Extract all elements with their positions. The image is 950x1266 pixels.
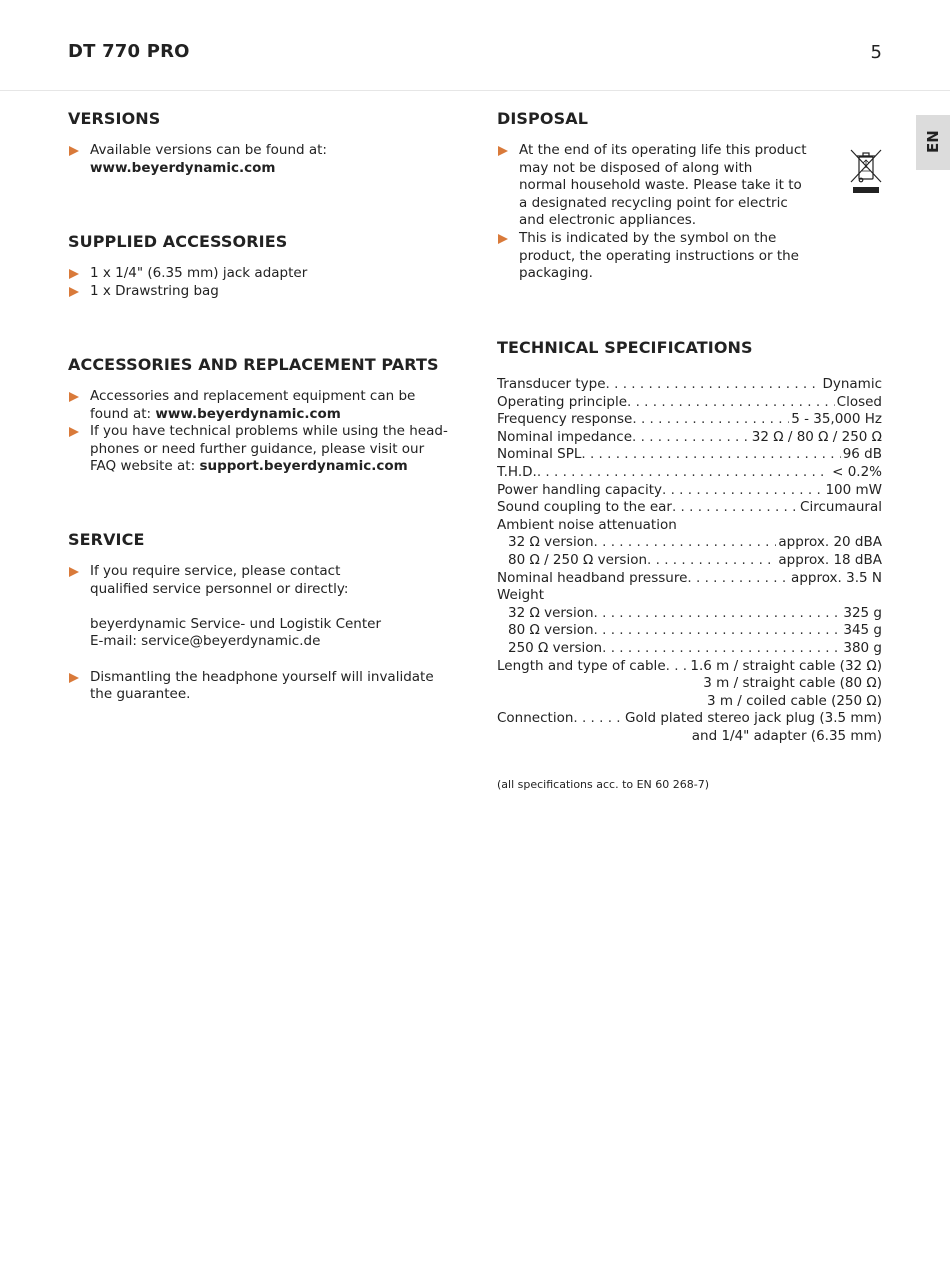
supplied-accessories-section [68, 228, 458, 300]
spec-row [497, 658, 882, 676]
disposal-text: a designated recycling point for electric [519, 194, 788, 211]
spec-row [497, 411, 882, 429]
spec-row [497, 429, 882, 447]
service-heading: SERVICE [68, 530, 145, 549]
page-number: 5 [870, 42, 882, 63]
weee-crossed-bin-icon [850, 149, 882, 197]
spec-value: 1.6 m / straight cable (32 Ω) [690, 657, 882, 674]
spec-row [497, 728, 882, 746]
spec-row [497, 464, 882, 482]
spec-value: 96 dB [842, 446, 882, 463]
language-tab-label: EN [924, 130, 942, 153]
service-section [68, 526, 458, 704]
technical-specifications-heading: TECHNICAL SPECIFICATIONS [497, 338, 753, 357]
disposal-text: product, the operating instructions or the [519, 247, 799, 264]
spec-value: 380 g [843, 639, 882, 656]
spec-value: < 0.2% [832, 463, 882, 480]
support-text: If you have technical problems while using the head- [90, 423, 448, 440]
spec-label: Nominal SPL [497, 446, 582, 463]
disposal-text: normal household waste. Please take it to [519, 177, 802, 194]
spec-value: 5 - 35,000 Hz [791, 411, 882, 428]
spec-label: Ambient noise attenuation [497, 516, 677, 533]
spec-label: 32 Ω version [508, 604, 594, 621]
spec-row [497, 640, 882, 658]
versions-text: Available versions can be found at: [90, 142, 327, 158]
spec-label: 80 Ω / 250 Ω version [508, 551, 648, 568]
spec-row [497, 376, 882, 394]
spec-value: 100 mW [825, 481, 882, 498]
spec-label: Power handling capacity [497, 481, 662, 498]
guarantee-text: Dismantling the headphone yourself will invalidate [90, 668, 434, 685]
spec-row [497, 394, 882, 412]
accessories-text: found at: [90, 405, 156, 422]
list-item [497, 142, 817, 230]
spec-label: 32 Ω version [508, 534, 594, 551]
spec-row [497, 587, 882, 605]
spec-value: approx. 18 dBA [778, 551, 882, 568]
spec-label: Nominal headband pressure [497, 569, 688, 586]
disposal-text: This is indicated by the symbol on the [519, 229, 777, 246]
spec-row [497, 675, 882, 693]
support-text: phones or need further guidance, please visit our [90, 440, 425, 457]
supplied-accessories-heading: SUPPLIED ACCESSORIES [68, 232, 288, 251]
list-item [68, 388, 458, 423]
triangle-bullet-icon [69, 427, 79, 437]
list-item [68, 283, 458, 301]
triangle-bullet-icon [69, 146, 79, 156]
spec-label: 80 Ω version [508, 622, 594, 639]
spec-label: Transducer type [497, 376, 606, 392]
spec-value: 32 Ω / 80 Ω / 250 Ω [751, 428, 882, 445]
document-title: DT 770 PRO [68, 41, 190, 62]
triangle-bullet-icon [69, 269, 79, 279]
spec-value: 3 m / straight cable (80 Ω) [703, 675, 882, 692]
list-item [68, 669, 458, 704]
spec-value: 325 g [843, 604, 882, 621]
triangle-bullet-icon [498, 234, 508, 244]
specs-footnote: (all specifications acc. to EN 60 268-7) [497, 778, 710, 792]
spec-value: approx. 3.5 N [791, 569, 882, 586]
service-email[interactable]: E-mail: service@beyerdynamic.de [90, 633, 321, 650]
list-item [68, 142, 458, 177]
triangle-bullet-icon [69, 392, 79, 402]
spec-label: Nominal impedance [497, 428, 633, 445]
spec-value: Circumaural [800, 499, 882, 516]
disposal-text: and electronic appliances. [519, 212, 697, 229]
accessories-replacement-heading: ACCESSORIES AND REPLACEMENT PARTS [68, 355, 439, 374]
spec-label: Weight [497, 587, 545, 604]
spec-value: Closed [836, 393, 882, 410]
list-item [497, 230, 817, 283]
triangle-bullet-icon [69, 673, 79, 683]
spec-label: 250 Ω version [508, 639, 603, 656]
spec-value: 345 g [843, 622, 882, 639]
list-item [68, 563, 458, 669]
support-link[interactable]: support.beyerdynamic.com [199, 458, 408, 475]
spec-row [497, 552, 882, 570]
triangle-bullet-icon [69, 567, 79, 577]
service-text: qualified service personnel or directly: [90, 580, 349, 597]
spec-row [497, 534, 882, 552]
disposal-text: At the end of its operating life this product [519, 142, 807, 158]
versions-link[interactable]: www.beyerdynamic.com [90, 159, 276, 176]
versions-section [68, 105, 458, 177]
spec-row [497, 446, 882, 464]
accessories-text: Accessories and replacement equipment can be [90, 388, 416, 404]
spec-label: Frequency response [497, 411, 633, 428]
spec-value: approx. 20 dBA [778, 534, 882, 551]
spec-row [497, 710, 882, 728]
spec-row [497, 622, 882, 640]
spec-label: Sound coupling to the ear [497, 499, 672, 516]
spec-label: Operating principle [497, 393, 628, 410]
service-center-name: beyerdynamic Service- und Logistik Center [90, 615, 382, 632]
specs-table [497, 376, 882, 745]
spec-label: T.H.D. [497, 463, 537, 480]
list-item [68, 423, 458, 476]
spec-value: and 1/4" adapter (6.35 mm) [691, 727, 882, 744]
spec-label: Connection [497, 710, 574, 727]
spec-row [497, 499, 882, 517]
spec-label: Length and type of cable [497, 657, 666, 674]
support-text: FAQ website at: [90, 458, 200, 475]
spec-row [497, 517, 882, 535]
accessory-text: 1 x 1/4" (6.35 mm) jack adapter [90, 265, 308, 281]
spec-row [497, 570, 882, 588]
versions-heading: VERSIONS [68, 109, 161, 128]
technical-specifications-section [497, 334, 882, 791]
spec-value: Gold plated stereo jack plug (3.5 mm) [624, 710, 882, 727]
disposal-section [497, 105, 882, 283]
triangle-bullet-icon [498, 146, 508, 156]
spec-row [497, 605, 882, 623]
accessory-text: 1 x Drawstring bag [90, 282, 219, 299]
disposal-text: may not be disposed of along with [519, 159, 753, 176]
guarantee-text: the guarantee. [90, 686, 191, 703]
spec-row [497, 693, 882, 711]
page-header [0, 0, 950, 91]
language-tab [916, 115, 950, 170]
service-text: If you require service, please contact [90, 563, 341, 579]
accessories-link[interactable]: www.beyerdynamic.com [155, 405, 341, 422]
spec-row [497, 482, 882, 500]
triangle-bullet-icon [69, 287, 79, 297]
disposal-text: packaging. [519, 265, 593, 282]
disposal-heading: DISPOSAL [497, 109, 588, 128]
spec-value: Dynamic [822, 376, 882, 392]
spec-value: 3 m / coiled cable (250 Ω) [706, 692, 882, 709]
list-item [68, 265, 458, 283]
accessories-replacement-section [68, 351, 458, 476]
